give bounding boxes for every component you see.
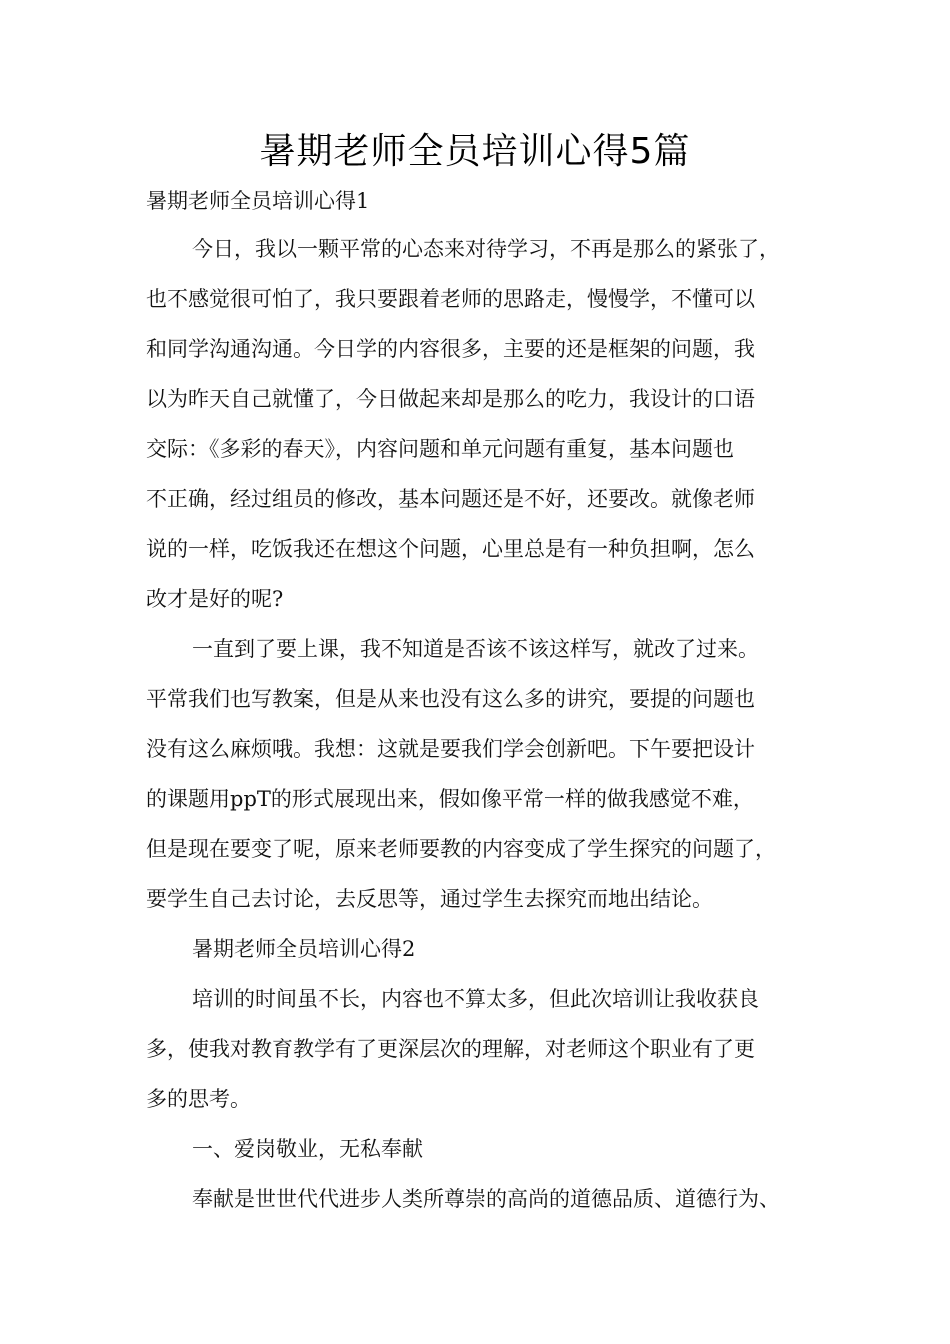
paragraph-line: 要学生自己去讨论，去反思等，通过学生去探究而地出结论。: [146, 887, 713, 911]
paragraph-line: 说的一样，吃饭我还在想这个问题，心里总是有一种负担啊，怎么: [146, 537, 755, 561]
paragraph-line: 但是现在要变了呢，原来老师要教的内容变成了学生探究的问题了，: [146, 837, 776, 861]
paragraph-line: 和同学沟通沟通。今日学的内容很多，主要的还是框架的问题，我: [146, 337, 755, 361]
paragraph-line: 今日，我以一颗平常的心态来对待学习，不再是那么的紧张了，: [192, 237, 780, 261]
paragraph-line: 改才是好的呢?: [146, 587, 284, 611]
section-heading-2: 暑期老师全员培训心得2: [192, 937, 416, 961]
paragraph-line: 交际：《多彩的春天》，内容问题和单元问题有重复，基本问题也: [146, 437, 734, 461]
paragraph-line: 培训的时间虽不长，内容也不算太多，但此次培训让我收获良: [192, 987, 759, 1011]
paragraph-line: 多的思考。: [146, 1087, 251, 1111]
paragraph-line: 没有这么麻烦哦。我想：这就是要我们学会创新吧。下午要把设计: [146, 737, 755, 761]
document-title: 暑期老师全员培训心得5篇: [259, 131, 691, 172]
paragraph-line: 奉献是世世代代进步人类所尊崇的高尚的道德品质、道德行为、: [192, 1187, 780, 1211]
section-heading-1: 暑期老师全员培训心得1: [146, 189, 370, 213]
subheading: 一、爱岗敬业，无私奉献: [192, 1137, 423, 1161]
paragraph-line: 一直到了要上课，我不知道是否该不该这样写，就改了过来。: [192, 637, 759, 661]
paragraph-line: 也不感觉很可怕了，我只要跟着老师的思路走，慢慢学，不懂可以: [146, 287, 755, 311]
paragraph-line: 的课题用ppT的形式展现出来，假如像平常一样的做我感觉不难，: [146, 787, 754, 811]
paragraph-line: 不正确，经过组员的修改，基本问题还是不好，还要改。就像老师: [146, 487, 755, 511]
paragraph-line: 以为昨天自己就懂了，今日做起来却是那么的吃力，我设计的口语: [146, 387, 755, 411]
paragraph-line: 平常我们也写教案，但是从来也没有这么多的讲究，要提的问题也: [146, 687, 755, 711]
paragraph-line: 多，使我对教育教学有了更深层次的理解，对老师这个职业有了更: [146, 1037, 755, 1061]
